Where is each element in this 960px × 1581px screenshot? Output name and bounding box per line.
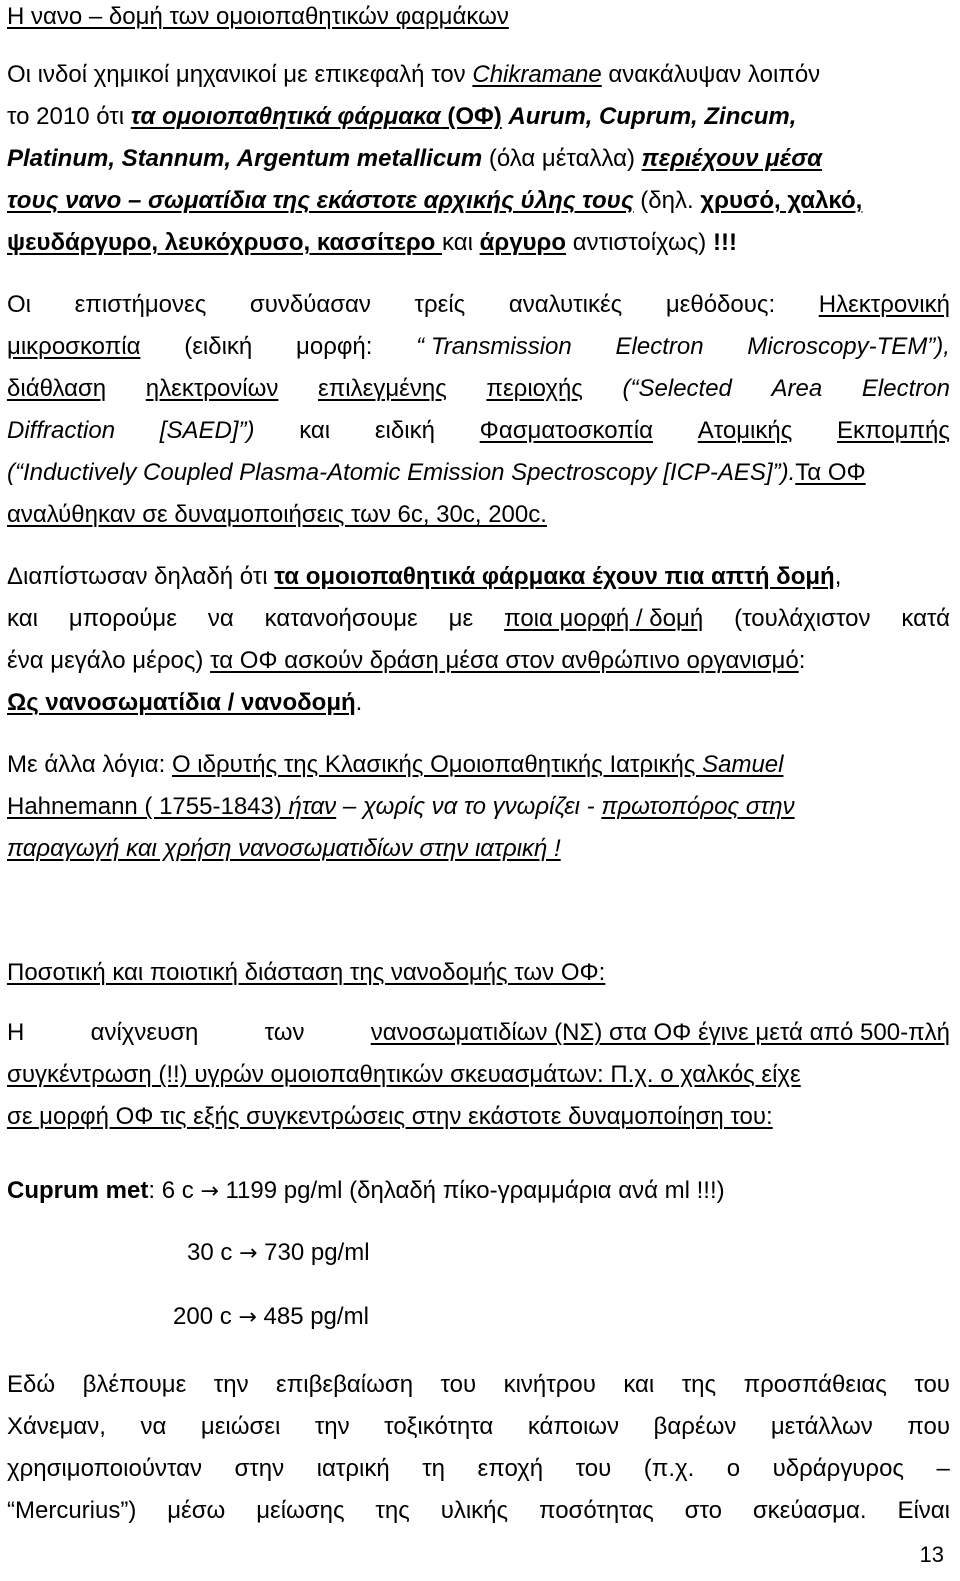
word: ιατρική — [316, 1455, 390, 1482]
word: ειδική — [374, 417, 435, 444]
concentration: 1199 pg/ml (δηλαδή πίκο-γραμμάρια ανά ml !!!) — [218, 1177, 725, 1204]
p1-line-5 — [7, 228, 737, 258]
s2-line-3: σε μορφή ΟΦ τις εξής συγκεντρώσεις στην εκάστοτε δυναμοποίηση του: — [7, 1103, 773, 1130]
word: Electron — [861, 375, 950, 402]
word: Ηλεκτρονική — [818, 291, 950, 318]
arrow-right-icon: → — [200, 1179, 219, 1204]
emphasis: ψευδάργυρο, λευκόχρυσο, κασσίτερο — [7, 229, 443, 256]
text: (“Inductively Coupled Plasma-Atomic Emission Spectroscopy [ICP-AES]”). — [7, 459, 796, 486]
p2-line-3 — [7, 374, 950, 404]
p1-line-3 — [7, 144, 822, 174]
word: [SAED]”) — [159, 417, 255, 444]
word: με — [448, 605, 474, 632]
p2-line-2 — [7, 332, 950, 362]
word: κατά — [901, 605, 950, 632]
word: “Mercurius”) — [7, 1497, 137, 1524]
word: του — [440, 1371, 477, 1398]
word: που — [907, 1413, 950, 1440]
word: μειώσει — [200, 1413, 281, 1440]
word: και — [299, 417, 331, 444]
s2-line-1 — [7, 1018, 950, 1048]
word: ο — [726, 1455, 741, 1482]
s2-line-2: συγκέντρωση (!!) υγρών ομοιοπαθητικών σκευασμάτων: Π.χ. ο χαλκός είχε — [7, 1061, 801, 1088]
p3-line-4 — [7, 688, 362, 718]
concentration-row-6c — [7, 1176, 725, 1207]
emphasis: άργυρο — [479, 229, 567, 256]
word: τη — [422, 1455, 446, 1482]
emphasis: Ως νανοσωματίδια / νανοδομή — [7, 689, 356, 716]
word: νανοσωματιδίων (ΝΣ) στα ΟΦ έγινε μετά από 500-πλή — [370, 1019, 950, 1046]
word: κατανοήσουμε — [264, 605, 418, 632]
remedy-list: Aurum, Cuprum, Zincum, — [501, 103, 797, 130]
p2-line-4 — [7, 416, 950, 446]
word: κινήτρου — [503, 1371, 596, 1398]
text: : — [148, 1177, 162, 1204]
word: μέσω — [167, 1497, 226, 1524]
remedy-list: Platinum, Stannum, Argentum metallicum — [7, 145, 483, 172]
word: στο — [684, 1497, 722, 1524]
p2-line-5 — [7, 458, 866, 488]
potency: 200 c — [173, 1303, 239, 1330]
concentration-row-30c — [187, 1238, 370, 1269]
word: τοξικότητα — [384, 1413, 494, 1440]
text: ήταν — [288, 793, 337, 820]
emphasis: τα ομοιοπαθητικά φάρμακα — [130, 103, 441, 130]
word: του — [914, 1371, 950, 1398]
word: της — [375, 1497, 410, 1524]
word: μορφή: — [296, 333, 373, 360]
word: Οι — [7, 291, 31, 318]
text: τα ΟΦ ασκούν δράση μέσα στον ανθρώπινο οργανισμό — [210, 647, 799, 674]
word: επιστήμονες — [74, 291, 207, 318]
p3-line-2 — [7, 604, 950, 634]
arrow-right-icon: → — [239, 1241, 258, 1266]
word: Είναι — [897, 1497, 950, 1524]
text: – χωρίς να το γνωρίζει - — [336, 793, 602, 820]
emphasis: τους νανο – σωματίδια της εκάστοτε αρχικής ύλης τους — [7, 187, 634, 214]
text: Τα ΟΦ — [795, 459, 866, 486]
text: Διαπίστωσαν δηλαδή ότι — [7, 563, 275, 590]
word: χρησιμοποιούνταν — [7, 1455, 202, 1482]
p3-line-3 — [7, 646, 805, 676]
text: ανακάλυψαν λοιπόν — [601, 61, 821, 88]
word: των — [264, 1019, 305, 1046]
p1-line-4 — [7, 186, 862, 216]
p4-line-3: παραγωγή και χρήση νανοσωματιδίων στην ιατρική ! — [7, 835, 561, 862]
word: μικροσκοπία — [7, 333, 141, 360]
text: Ο ιδρυτής της Κλασικής Ομοιοπαθητικής Ιατρικής — [171, 751, 703, 778]
word: ανίχνευση — [90, 1019, 199, 1046]
p2-line-1 — [7, 290, 950, 320]
researcher-name: Chikramane — [472, 61, 602, 88]
word: αναλυτικές — [508, 291, 623, 318]
concentration-row-200c — [173, 1302, 369, 1333]
p1-line-1 — [7, 60, 820, 90]
word: την — [314, 1413, 350, 1440]
word: υλικής — [440, 1497, 509, 1524]
remedy-name: Cuprum met — [7, 1177, 149, 1204]
text: . — [355, 689, 363, 716]
p3-line-1 — [7, 562, 841, 592]
word: Microscopy-TEM”), — [747, 333, 950, 360]
word: Electron — [615, 333, 704, 360]
word: Diffraction — [7, 417, 116, 444]
word: (τουλάχιστον — [734, 605, 871, 632]
word: τρείς — [414, 291, 466, 318]
p1-line-2 — [7, 102, 796, 132]
emphasis: χρυσό, χαλκό, — [700, 187, 863, 214]
word: συνδύασαν — [249, 291, 371, 318]
text: και — [442, 229, 480, 256]
text: (όλα μέταλλα) — [482, 145, 642, 172]
word: ποια μορφή / δομή — [504, 605, 704, 632]
word: ποσότητας — [538, 1497, 654, 1524]
potency: 6 c — [161, 1177, 201, 1204]
page-number: 13 — [919, 1542, 944, 1567]
text: ένα μεγάλο μέρος) — [7, 647, 211, 674]
text: αντιστοίχως) — [566, 229, 713, 256]
word: Εκπομπής — [837, 417, 950, 444]
p5-line-1 — [7, 1370, 950, 1400]
word: Ατομικής — [697, 417, 793, 444]
word: και — [623, 1371, 655, 1398]
text: Samuel — [702, 751, 784, 778]
word: Φασματοσκοπία — [479, 417, 653, 444]
word: μπορούμε — [68, 605, 177, 632]
word: βαρέων — [653, 1413, 737, 1440]
word: περιοχής — [486, 375, 583, 402]
word: σκεύασμα. — [752, 1497, 867, 1524]
emphasis: περιέχουν μέσα — [641, 145, 823, 172]
word: την — [213, 1371, 249, 1398]
word: Area — [771, 375, 823, 402]
text: (δηλ. — [633, 187, 701, 214]
word: βλέπουμε — [82, 1371, 187, 1398]
word: Εδώ — [7, 1371, 56, 1398]
word: της — [681, 1371, 717, 1398]
word: διάθλαση — [7, 375, 107, 402]
p4-line-2 — [7, 792, 795, 822]
word: – — [936, 1455, 950, 1482]
word: Η — [7, 1019, 25, 1046]
p5-line-3 — [7, 1454, 950, 1484]
word: μεθόδους: — [665, 291, 776, 318]
word: κάποιων — [527, 1413, 620, 1440]
word: εποχή — [477, 1455, 544, 1482]
potency: 30 c — [187, 1239, 240, 1266]
word: μετάλλων — [770, 1413, 873, 1440]
word: (π.χ. — [643, 1455, 695, 1482]
word: στην — [234, 1455, 285, 1482]
abbr: (ΟΦ) — [440, 103, 502, 130]
word: επιλεγμένης — [318, 375, 447, 402]
text: Με άλλα λόγια: — [7, 751, 172, 778]
text: Οι ινδοί χημικοί μηχανικοί με επικεφαλή τον — [7, 61, 473, 88]
word: Χάνεμαν, — [7, 1413, 106, 1440]
exclamation: !!! — [712, 229, 737, 256]
word: να — [140, 1413, 167, 1440]
word: προσπάθειας — [743, 1371, 887, 1398]
document-title: Η νανο – δομή των ομοιοπαθητικών φαρμάκων — [7, 3, 509, 30]
text: Hahnemann ( 1755-1843) — [7, 793, 289, 820]
p4-line-1 — [7, 750, 783, 780]
word: του — [575, 1455, 612, 1482]
word: και — [7, 605, 38, 632]
word: υδράργυρος — [772, 1455, 904, 1482]
word: επιβεβαίωση — [276, 1371, 414, 1398]
section-heading: Ποσοτική και ποιοτική διάσταση της νανοδομής των ΟΦ: — [7, 959, 606, 986]
word: μείωσης — [256, 1497, 345, 1524]
word: “ Transmission — [416, 333, 572, 360]
arrow-right-icon: → — [238, 1305, 257, 1330]
text: : — [798, 647, 806, 674]
concentration: 485 pg/ml — [256, 1303, 369, 1330]
text: , — [834, 563, 842, 590]
word: (ειδική — [184, 333, 253, 360]
word: να — [207, 605, 234, 632]
text: πρωτοπόρος στην — [601, 793, 795, 820]
p5-line-4 — [7, 1496, 950, 1526]
p5-line-2 — [7, 1412, 950, 1442]
word: (“Selected — [622, 375, 732, 402]
concentration: 730 pg/ml — [257, 1239, 370, 1266]
text: το 2010 ότι — [7, 103, 131, 130]
p2-line-6: αναλύθηκαν σε δυναμοποιήσεις των 6c, 30c, 200c. — [7, 501, 547, 528]
emphasis: τα ομοιοπαθητικά φάρμακα έχουν πια απτή δομή — [274, 563, 835, 590]
word: ηλεκτρονίων — [145, 375, 279, 402]
